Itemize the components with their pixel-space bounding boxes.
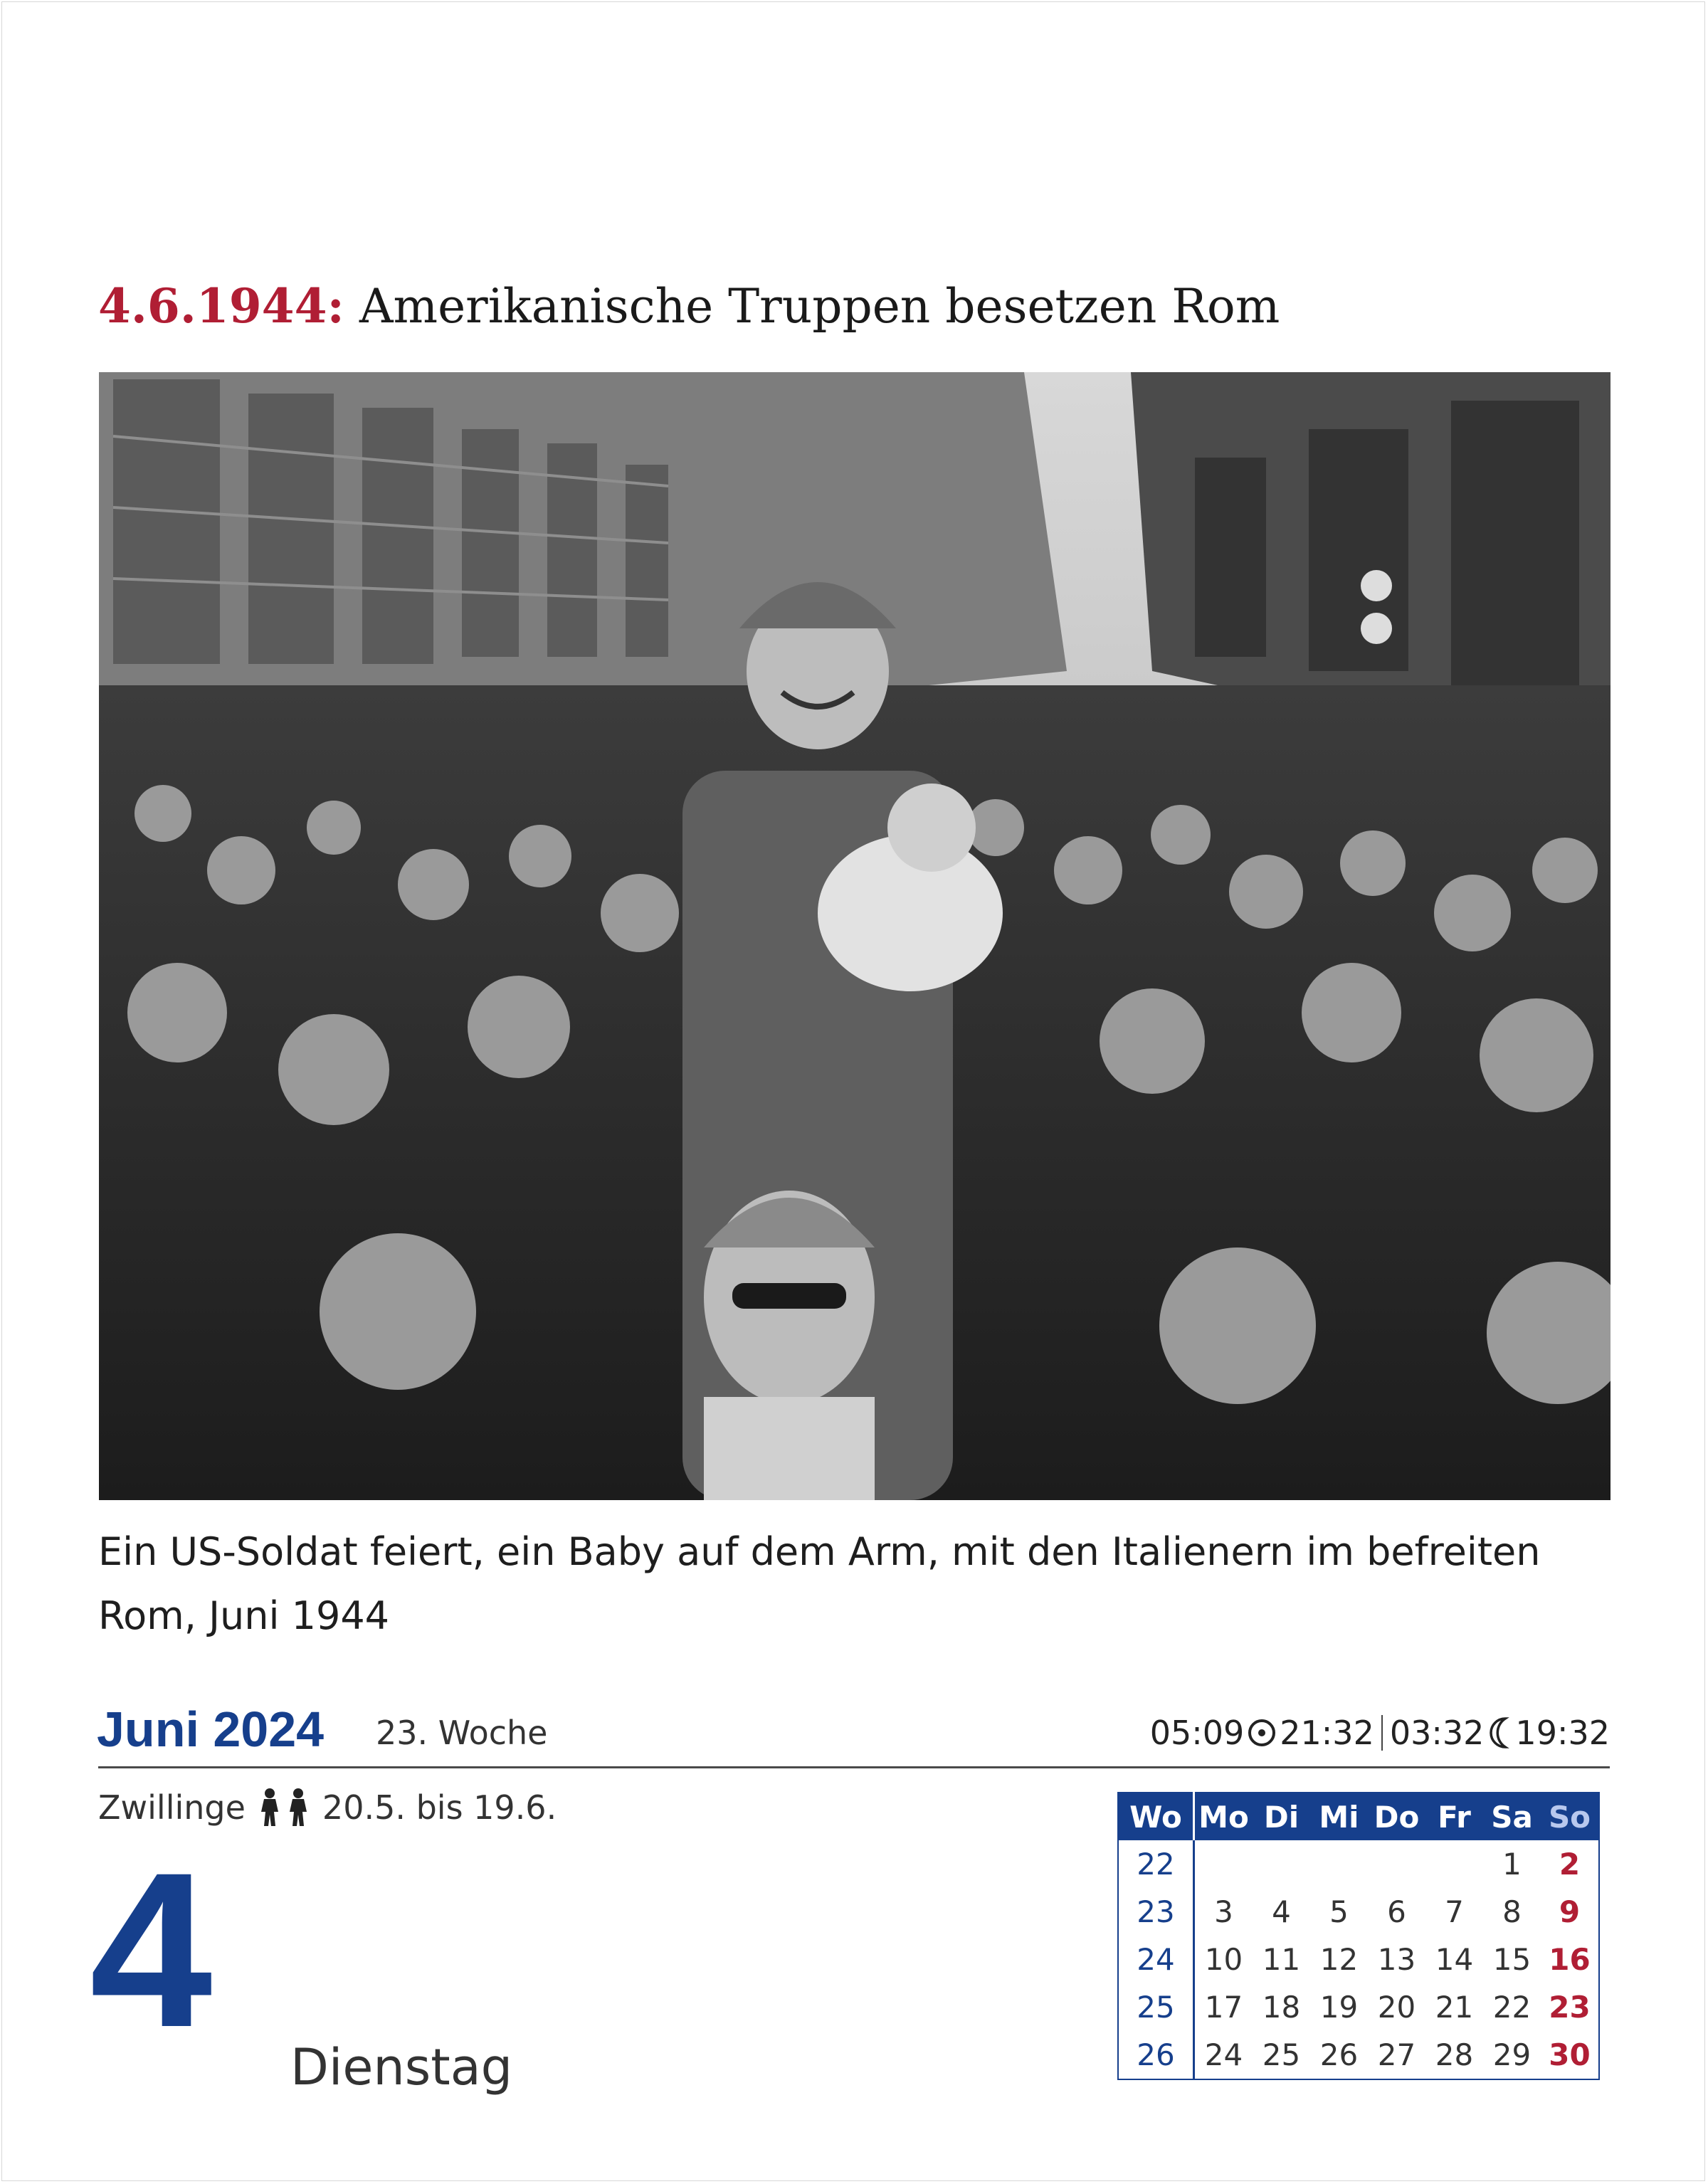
day-cell: 17: [1204, 1990, 1243, 2025]
week-cell: 24: [1118, 1936, 1194, 1983]
sunday-cell: 30: [1549, 2037, 1591, 2072]
day-cell: 6: [1387, 1894, 1406, 1929]
divider: [1381, 1715, 1383, 1751]
moon-icon: [1487, 1716, 1512, 1749]
week-cell: 23: [1118, 1888, 1194, 1936]
week-number: 23. Woche: [376, 1714, 548, 1752]
day-cell: 7: [1445, 1894, 1464, 1929]
week-cell: 26: [1118, 2031, 1194, 2079]
header-sa: Sa: [1483, 1793, 1541, 1840]
mini-calendar: [1117, 1792, 1600, 2080]
headline-date: 4.6.1944:: [98, 278, 344, 334]
moonset-time: 19:32: [1515, 1714, 1610, 1752]
sunday-cell: 23: [1549, 1990, 1591, 2025]
day-cell: 13: [1377, 1942, 1416, 1977]
header-fr: Fr: [1425, 1793, 1483, 1840]
gemini-icon: [254, 1788, 314, 1827]
sun-icon: [1247, 1718, 1277, 1748]
calendar-row: [1118, 1840, 1599, 1888]
historical-photo: [99, 372, 1611, 1500]
sunrise-time: 05:09: [1149, 1714, 1245, 1752]
day-cell: 21: [1435, 1990, 1474, 2025]
header-do: Do: [1368, 1793, 1425, 1840]
page-title: [98, 274, 1280, 339]
day-cell: 4: [1272, 1894, 1291, 1929]
header-mo: Mo: [1194, 1793, 1253, 1840]
day-cell: 10: [1204, 1942, 1243, 1977]
header-week: Wo: [1118, 1793, 1194, 1840]
month-year: Juni 2024: [97, 1702, 325, 1757]
day-cell: 5: [1329, 1894, 1349, 1929]
photo-caption: Ein US-Soldat feiert, ein Baby auf dem Arm, mit den Italienern im befreiten Rom, Juni 1944: [98, 1529, 1541, 1638]
zodiac-name: Zwillinge: [98, 1788, 246, 1827]
weekday: Dienstag: [290, 2038, 513, 2096]
day-cell: 27: [1377, 2037, 1416, 2072]
calendar-row: [1118, 1888, 1599, 1936]
day-cell: 8: [1502, 1894, 1522, 1929]
day-number: 4: [90, 1826, 213, 2073]
sunday-cell: 2: [1559, 1847, 1581, 1882]
day-cell: 24: [1204, 2037, 1243, 2072]
mini-calendar-header: [1118, 1793, 1599, 1840]
day-cell: 15: [1492, 1942, 1532, 1977]
zodiac-range: 20.5. bis 19.6.: [322, 1788, 557, 1827]
photo-illustration: [99, 372, 1611, 1500]
sun-moon-times: [1150, 1708, 1610, 1758]
day-cell: 19: [1319, 1990, 1359, 2025]
divider-line: [98, 1766, 1610, 1768]
week-cell: 22: [1118, 1840, 1194, 1888]
calendar-row: [1118, 1983, 1599, 2031]
day-cell: 20: [1377, 1990, 1416, 2025]
day-cell: [1425, 1840, 1483, 1888]
calendar-row: [1118, 1936, 1599, 1983]
day-cell: 12: [1319, 1942, 1359, 1977]
day-cell: 25: [1262, 2037, 1301, 2072]
headline-title: Amerikanische Truppen besetzen Rom: [359, 279, 1280, 334]
day-cell: 18: [1262, 1990, 1301, 2025]
calendar-row: [1118, 2031, 1599, 2079]
day-cell: 26: [1319, 2037, 1359, 2072]
day-cell: 3: [1214, 1894, 1233, 1929]
day-cell: 14: [1435, 1942, 1474, 1977]
sunset-time: 21:32: [1280, 1714, 1374, 1752]
header-di: Di: [1253, 1793, 1310, 1840]
day-cell: [1310, 1840, 1368, 1888]
day-cell: 22: [1492, 1990, 1532, 2025]
sunday-cell: 9: [1559, 1894, 1581, 1929]
moonrise-time: 03:32: [1389, 1714, 1485, 1752]
week-cell: 25: [1118, 1983, 1194, 2031]
day-cell: 11: [1262, 1942, 1301, 1977]
day-cell: 29: [1492, 2037, 1532, 2072]
day-cell: 28: [1435, 2037, 1474, 2072]
day-cell: [1194, 1840, 1253, 1888]
header-so: So: [1541, 1793, 1599, 1840]
header-mi: Mi: [1310, 1793, 1368, 1840]
day-cell: [1368, 1840, 1425, 1888]
day-cell: 1: [1502, 1847, 1522, 1882]
day-cell: [1253, 1840, 1310, 1888]
sunday-cell: 16: [1549, 1942, 1591, 1977]
